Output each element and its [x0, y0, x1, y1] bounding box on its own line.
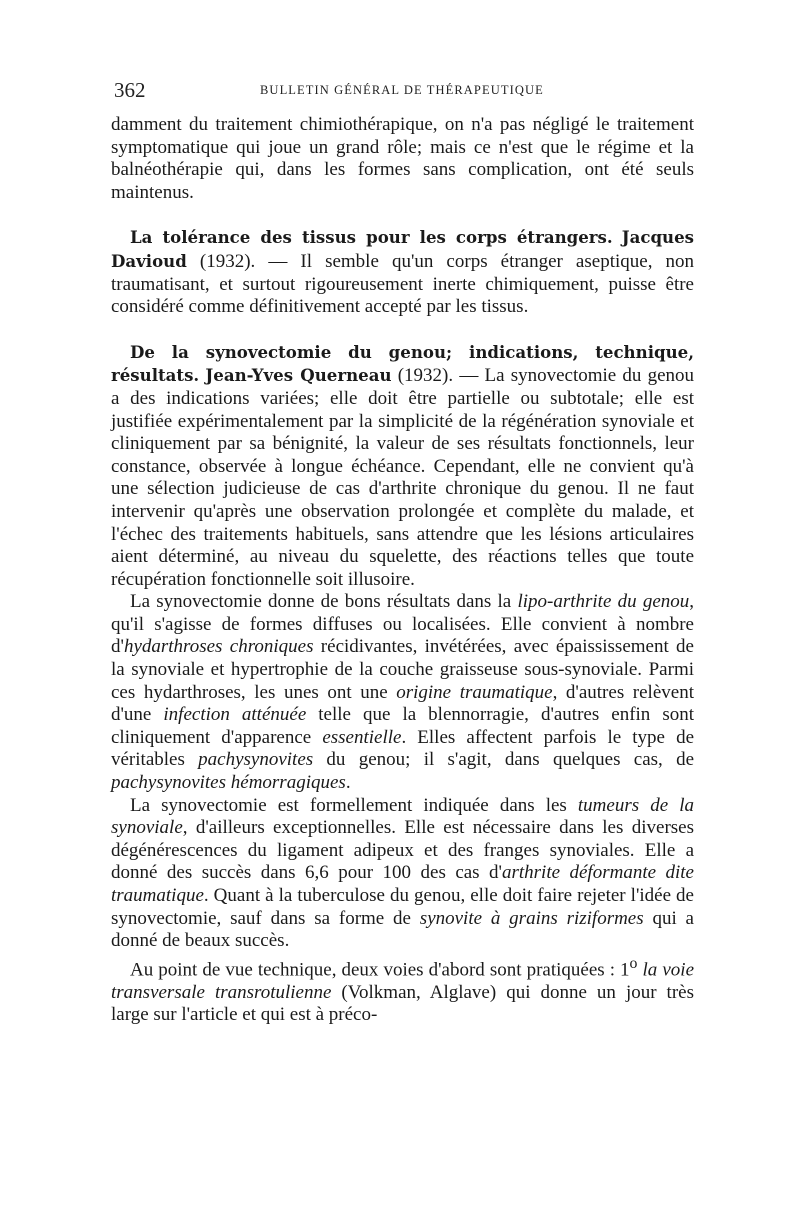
italic-term: essentielle: [322, 726, 402, 748]
italic-term: hydarthroses chroniques: [123, 636, 314, 658]
paragraph-technique: [111, 953, 694, 1027]
abstract-body: — La synovectomie du genou a des indications variées; elle doit être partielle ou subtotale; elle est justifiée expérimentalement par la simplicité de la régénération synoviale et cliniquement par sa bénignité, la valeur de ses résultats fonctionnels, leur constance, observée à longue échéance. Cependant, elle ne convient qu'à une sélection judicieuse de cas d'arthrite chronique du genou. Il ne faut intervenir qu'après une observation prolongée et complète du malade, et l'échec des traitements habituels, sans attendre que les lésions articulaires aient déterminé, au niveau du squelette, des réactions telles que toute récupération fonctionnelle soit illusoire.: [111, 365, 695, 590]
text-run: qui a donné de beaux succès.: [111, 907, 694, 952]
abstract-tolerance: [111, 226, 694, 318]
italic-term: la voie transversale transrotulienne: [111, 959, 695, 1003]
text-run: .: [345, 772, 351, 794]
paragraph-indications: [111, 591, 694, 794]
text-run: (Volkman, Alglave) qui donne un jour très large sur l'article et qui est à préco-: [111, 981, 694, 1026]
text-run: , d'ailleurs exceptionnelles. Elle est nécessaire dans les diverses dégénérescences du ligament adipeux et des franges synoviales. Elle a donné des succès dans 6,6 pour 100 des cas d': [111, 817, 694, 884]
body-text: [111, 114, 694, 1027]
running-title: BULLETIN GÉNÉRAL DE THÉRAPEUTIQUE: [260, 83, 544, 97]
italic-term: pachysynovites: [198, 749, 314, 771]
italic-term: tumeurs de la synoviale: [111, 794, 694, 839]
page-number: 362: [114, 78, 146, 102]
page-header: [114, 78, 688, 102]
text-run: , d'autres relèvent d'une: [111, 681, 694, 726]
text-run: . Elles affectent parfois le type de véritables: [111, 726, 694, 771]
text-run: du genou; il s'agit, dans quelques cas, de: [313, 749, 695, 771]
abstract-year: (1932).: [199, 250, 256, 272]
text-run: , qu'il s'agisse de formes diffuses ou localisées. Elle convient à nombre d': [111, 591, 694, 658]
text-run: . Quant à la tuberculose du genou, elle doit faire rejeter l'idée de synovectomie, sauf dans sa forme de: [111, 885, 694, 929]
abstract-synovectomie: [111, 341, 694, 592]
text-run: telle que la blennorragie, d'autres enfin sont cliniquement d'apparence: [111, 704, 694, 748]
text-run: La synovectomie donne de bons résultats dans la: [130, 591, 518, 613]
abstract-title: De la synovectomie du genou; indications, technique, résultats.: [111, 341, 694, 386]
ordinal-superscript: o: [629, 954, 638, 972]
italic-term: pachysynovites hémorragiques: [111, 772, 346, 794]
italic-term: infection atténuée: [163, 704, 307, 726]
text-run: récidivantes, invétérées, avec épaississement de la synoviale et hypertrophie de la couche graisseuse sous-synoviale. Parmi ces hydarthroses, les unes ont une: [111, 636, 694, 703]
abstract-author: Jacques Davioud: [111, 227, 695, 271]
text-run: Au point de vue technique, deux voies d'abord sont pratiquées : 1: [130, 959, 630, 981]
text-run: La synovectomie est formellement indiquée dans les: [130, 794, 578, 816]
italic-term: arthrite déformante dite traumatique: [111, 862, 694, 906]
abstract-year: (1932).: [397, 365, 454, 387]
italic-term: lipo-arthrite du genou: [517, 591, 690, 613]
italic-term: origine traumatique: [396, 681, 553, 703]
italic-term: synovite à grains riziformes: [419, 907, 644, 929]
abstract-title: La tolérance des tissus pour les corps étrangers.: [130, 227, 613, 248]
abstract-author: Jean-Yves Querneau: [205, 365, 392, 386]
abstract-body: — Il semble qu'un corps étranger aseptique, non traumatisant, et surtout rigoureusement inerte chimiquement, puisse être considéré comme définitivement accepté par les tissus.: [111, 250, 694, 318]
paragraph-tumeurs: [111, 795, 694, 953]
intro-paragraph: damment du traitement chimiothérapique, on n'a pas négligé le traitement symptomatique qui joue un grand rôle; mais ce n'est que le régime et la balnéothérapie qui, dans les formes sans complication, ont été seuls maintenus.: [111, 114, 694, 203]
